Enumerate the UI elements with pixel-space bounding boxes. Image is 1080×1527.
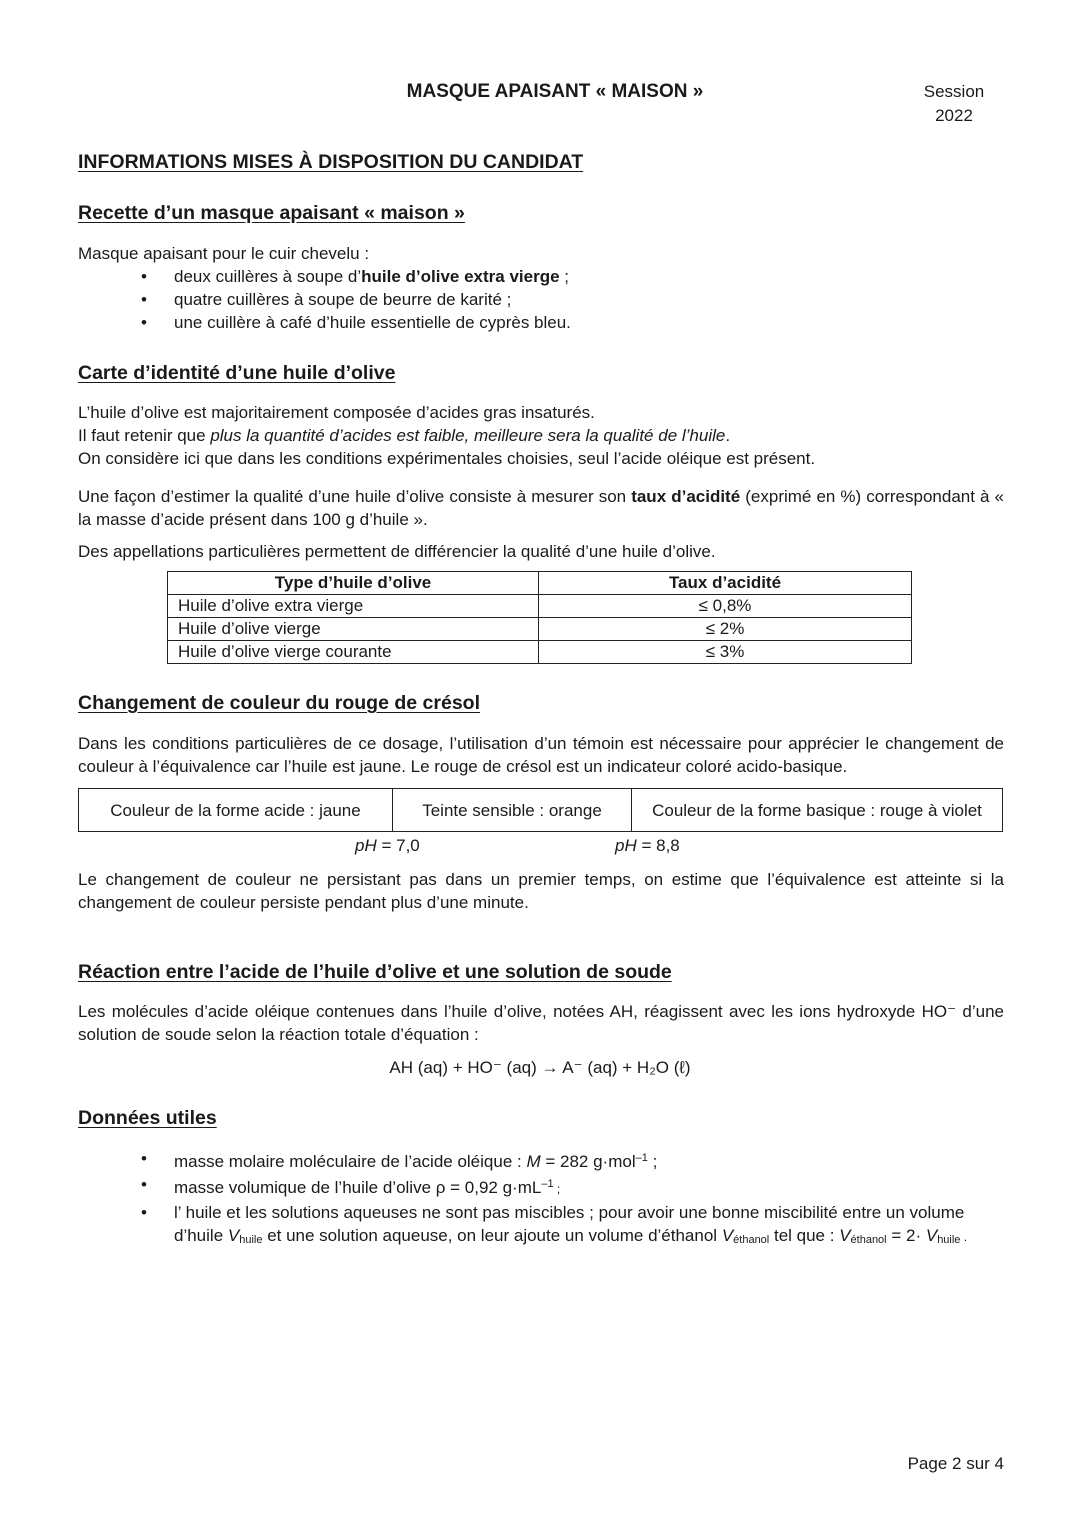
data-text: ; bbox=[647, 1152, 658, 1171]
data-text: = 282 g·mol bbox=[540, 1152, 636, 1171]
recipe-heading: Recette d’un masque apaisant « maison » bbox=[78, 202, 465, 224]
acidity-table bbox=[167, 571, 912, 664]
cresol-para2: Le changement de couleur ne persistant pas dans un premier temps, on estime que l’équivalence est atteinte si la changement de couleur persiste pendant plus d’une minute. bbox=[78, 870, 1004, 912]
basic-form-cell: Couleur de la forme basique : rouge à violet bbox=[631, 789, 1002, 831]
data-subscript: huile bbox=[937, 1234, 961, 1246]
recipe-item-bold: huile d’olive extra vierge bbox=[361, 267, 560, 286]
ph-symbol: pH bbox=[615, 836, 637, 855]
reaction-para: Les molécules d’acide oléique contenues dans l’huile d’olive, notées AH, réagissent avec les ions hydroxyde HO⁻ d’une solution de soude selon la réaction totale d’équation : bbox=[78, 1002, 1004, 1044]
session-word: Session bbox=[923, 82, 985, 101]
ph-symbol: pH bbox=[355, 836, 377, 855]
olive-line3: On considère ici que dans les conditions expérimentales choisies, seul l’acide oléique est présent. bbox=[78, 449, 816, 468]
table-cell-rate: ≤ 3% bbox=[539, 641, 912, 664]
acid-form-cell: Couleur de la forme acide : jaune bbox=[110, 800, 361, 820]
main-heading: INFORMATIONS MISES À DISPOSITION DU CANDIDAT bbox=[78, 151, 584, 173]
table-cell-type: Huile d’olive vierge bbox=[168, 618, 539, 641]
data-text: masse volumique de l’huile d’olive ρ = 0,92 g·mL bbox=[174, 1178, 542, 1197]
data-list bbox=[78, 1147, 1004, 1252]
olive-line2 bbox=[78, 424, 1004, 447]
olive-line1: L’huile d’olive est majoritairement composée d’acides gras insaturés. bbox=[78, 403, 595, 422]
olive-line2-pre: Il faut retenir que bbox=[78, 426, 211, 445]
table-header-type: Type d’huile d’olive bbox=[168, 572, 539, 595]
data-text: tel que : bbox=[769, 1226, 840, 1245]
list-item bbox=[78, 1173, 1004, 1201]
data-exponent: –1 bbox=[635, 1152, 648, 1164]
indicator-color-box bbox=[78, 788, 1003, 832]
data-text: l’ huile et les solutions aqueuses ne sont pas miscibles ; pour avoir une bonne miscibilité entre un volume d’huile bbox=[174, 1203, 965, 1245]
reaction-heading: Réaction entre l’acide de l’huile d’olive et une solution de soude bbox=[78, 961, 672, 983]
ph-value-1 bbox=[355, 834, 420, 857]
data-text: . bbox=[960, 1230, 968, 1244]
table-row bbox=[168, 595, 912, 618]
table-row bbox=[168, 618, 912, 641]
data-var: V bbox=[227, 1226, 240, 1245]
olive-line2-post: . bbox=[725, 426, 731, 445]
data-text: et une solution aqueuse, on leur ajoute un volume d’éthanol bbox=[262, 1226, 722, 1245]
data-subscript: huile bbox=[239, 1234, 263, 1246]
acidity-bold: taux d’acidité bbox=[631, 487, 741, 506]
data-subscript: éthanol bbox=[850, 1234, 887, 1246]
list-item bbox=[78, 1147, 1004, 1173]
cresol-para1: Dans les conditions particulières de ce dosage, l’utilisation d’un témoin est nécessaire pour apprécier le changement de couleur à l’équivalence car l’huile est jaune. Le rouge de crésol est un indicateur coloré acido-basique. bbox=[78, 734, 1004, 776]
data-var: V bbox=[721, 1226, 734, 1245]
table-cell-type: Huile d’olive vierge courante bbox=[168, 641, 539, 664]
list-item bbox=[78, 1201, 1004, 1252]
ph-number: = 7,0 bbox=[376, 836, 420, 855]
acidity-text: Une façon d’estimer la qualité d’une huile d’olive consiste à mesurer son bbox=[78, 487, 632, 506]
data-var: V bbox=[925, 1226, 938, 1245]
table-cell-type: Huile d’olive extra vierge bbox=[168, 595, 539, 618]
data-subscript: éthanol bbox=[733, 1234, 770, 1246]
list-item: • une cuillère à café d’huile essentielle de cyprès bleu. bbox=[78, 311, 1004, 334]
recipe-item-punct: ; bbox=[559, 267, 569, 286]
recipe-intro: Masque apaisant pour le cuir chevelu : bbox=[78, 244, 370, 263]
data-text: masse molaire moléculaire de l’acide oléique : bbox=[174, 1152, 527, 1171]
olive-heading: Carte d’identité d’une huile d’olive bbox=[78, 362, 396, 384]
data-exponent: –1 bbox=[541, 1178, 554, 1190]
data-text: = 2· bbox=[886, 1226, 926, 1245]
recipe-list bbox=[78, 265, 1004, 334]
olive-acidity-para bbox=[78, 485, 1004, 531]
sensitive-tint-cell: Teinte sensible : orange bbox=[392, 789, 631, 831]
table-cell-rate: ≤ 0,8% bbox=[539, 595, 912, 618]
list-item: • quatre cuillères à soupe de beurre de karité ; bbox=[78, 288, 1004, 311]
data-heading: Données utiles bbox=[78, 1107, 217, 1129]
list-item bbox=[78, 265, 1004, 288]
ph-value-2 bbox=[615, 834, 680, 857]
reaction-equation: AH (aq) + HO⁻ (aq) → A⁻ (aq) + H₂O (ℓ) bbox=[389, 1058, 691, 1077]
data-var: M bbox=[526, 1152, 541, 1171]
olive-intro bbox=[78, 401, 1004, 470]
data-section bbox=[78, 1147, 1004, 1252]
recipe-section bbox=[78, 242, 1004, 334]
session-year: 2022 bbox=[935, 106, 973, 125]
document-title: MASQUE APAISANT « MAISON » bbox=[406, 81, 704, 102]
table-cell-rate: ≤ 2% bbox=[539, 618, 912, 641]
data-text: ; bbox=[553, 1182, 561, 1196]
acidity-text-post: (exprimé en %) correspondant à « la masse d’acide présent dans 100 g d’huile ». bbox=[78, 487, 1005, 529]
cresol-heading: Changement de couleur du rouge de crésol bbox=[78, 692, 480, 714]
data-var: V bbox=[839, 1226, 851, 1245]
table-header-rate: Taux d’acidité bbox=[539, 572, 912, 595]
table-row bbox=[168, 641, 912, 664]
ph-number: = 8,8 bbox=[636, 836, 680, 855]
olive-appellation-para: Des appellations particulières permettent de différencier la qualité d’une huile d’olive. bbox=[78, 542, 716, 561]
olive-line2-italic: plus la quantité d’acides est faible, meilleure sera la qualité de l’huile bbox=[210, 426, 726, 445]
table-header-row bbox=[168, 572, 912, 595]
page-number: Page 2 sur 4 bbox=[907, 1454, 1004, 1473]
session-label bbox=[900, 80, 1008, 128]
recipe-item-text: deux cuillères à soupe d’ bbox=[174, 267, 362, 286]
